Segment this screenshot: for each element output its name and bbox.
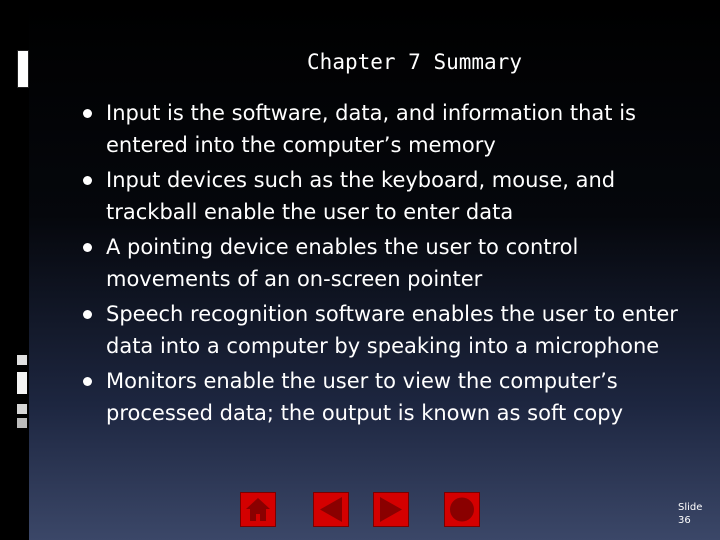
bullet-item: [29, 365, 709, 429]
bullet-dot-icon: [83, 377, 92, 386]
bullet-text: Input devices such as the keyboard, mouse, and trackball enable the user to enter data: [106, 168, 616, 224]
bullet-text: Input is the software, data, and information that is entered into the computer’s memory: [106, 101, 636, 157]
decorative-bar: [17, 50, 29, 88]
end-show-button[interactable]: [444, 492, 480, 527]
bullet-item: [29, 231, 709, 295]
triangle-left-icon: [314, 493, 348, 526]
bullet-dot-icon: [83, 243, 92, 252]
bullet-item: [29, 298, 709, 362]
slide-title: Chapter 7 Summary: [307, 50, 522, 74]
decorative-bar: [17, 372, 27, 394]
bullet-item: [29, 97, 709, 161]
decorative-bar: [17, 418, 27, 428]
decorative-bar: [17, 355, 27, 365]
bullet-dot-icon: [83, 176, 92, 185]
triangle-right-icon: [374, 493, 408, 526]
bullet-text: Monitors enable the user to view the computer’s processed data; the output is known as soft copy: [106, 369, 624, 425]
bullet-item: [29, 164, 709, 228]
bullet-text: Speech recognition software enables the user to enter data into a computer by speaking into a microphone: [106, 302, 678, 358]
bullet-dot-icon: [83, 310, 92, 319]
previous-slide-button[interactable]: [313, 492, 349, 527]
left-decoration-strip: [0, 0, 28, 540]
decorative-bar: [17, 404, 27, 414]
next-slide-button[interactable]: [373, 492, 409, 527]
slide-canvas: [29, 0, 720, 540]
home-icon: [241, 493, 275, 526]
bullet-dot-icon: [83, 109, 92, 118]
bullet-list: [29, 97, 709, 432]
bullet-text: A pointing device enables the user to control movements of an on-screen pointer: [106, 235, 579, 291]
slide-number: Slide 36: [678, 502, 703, 526]
stop-circle-icon: [445, 493, 479, 526]
home-button[interactable]: [240, 492, 276, 527]
